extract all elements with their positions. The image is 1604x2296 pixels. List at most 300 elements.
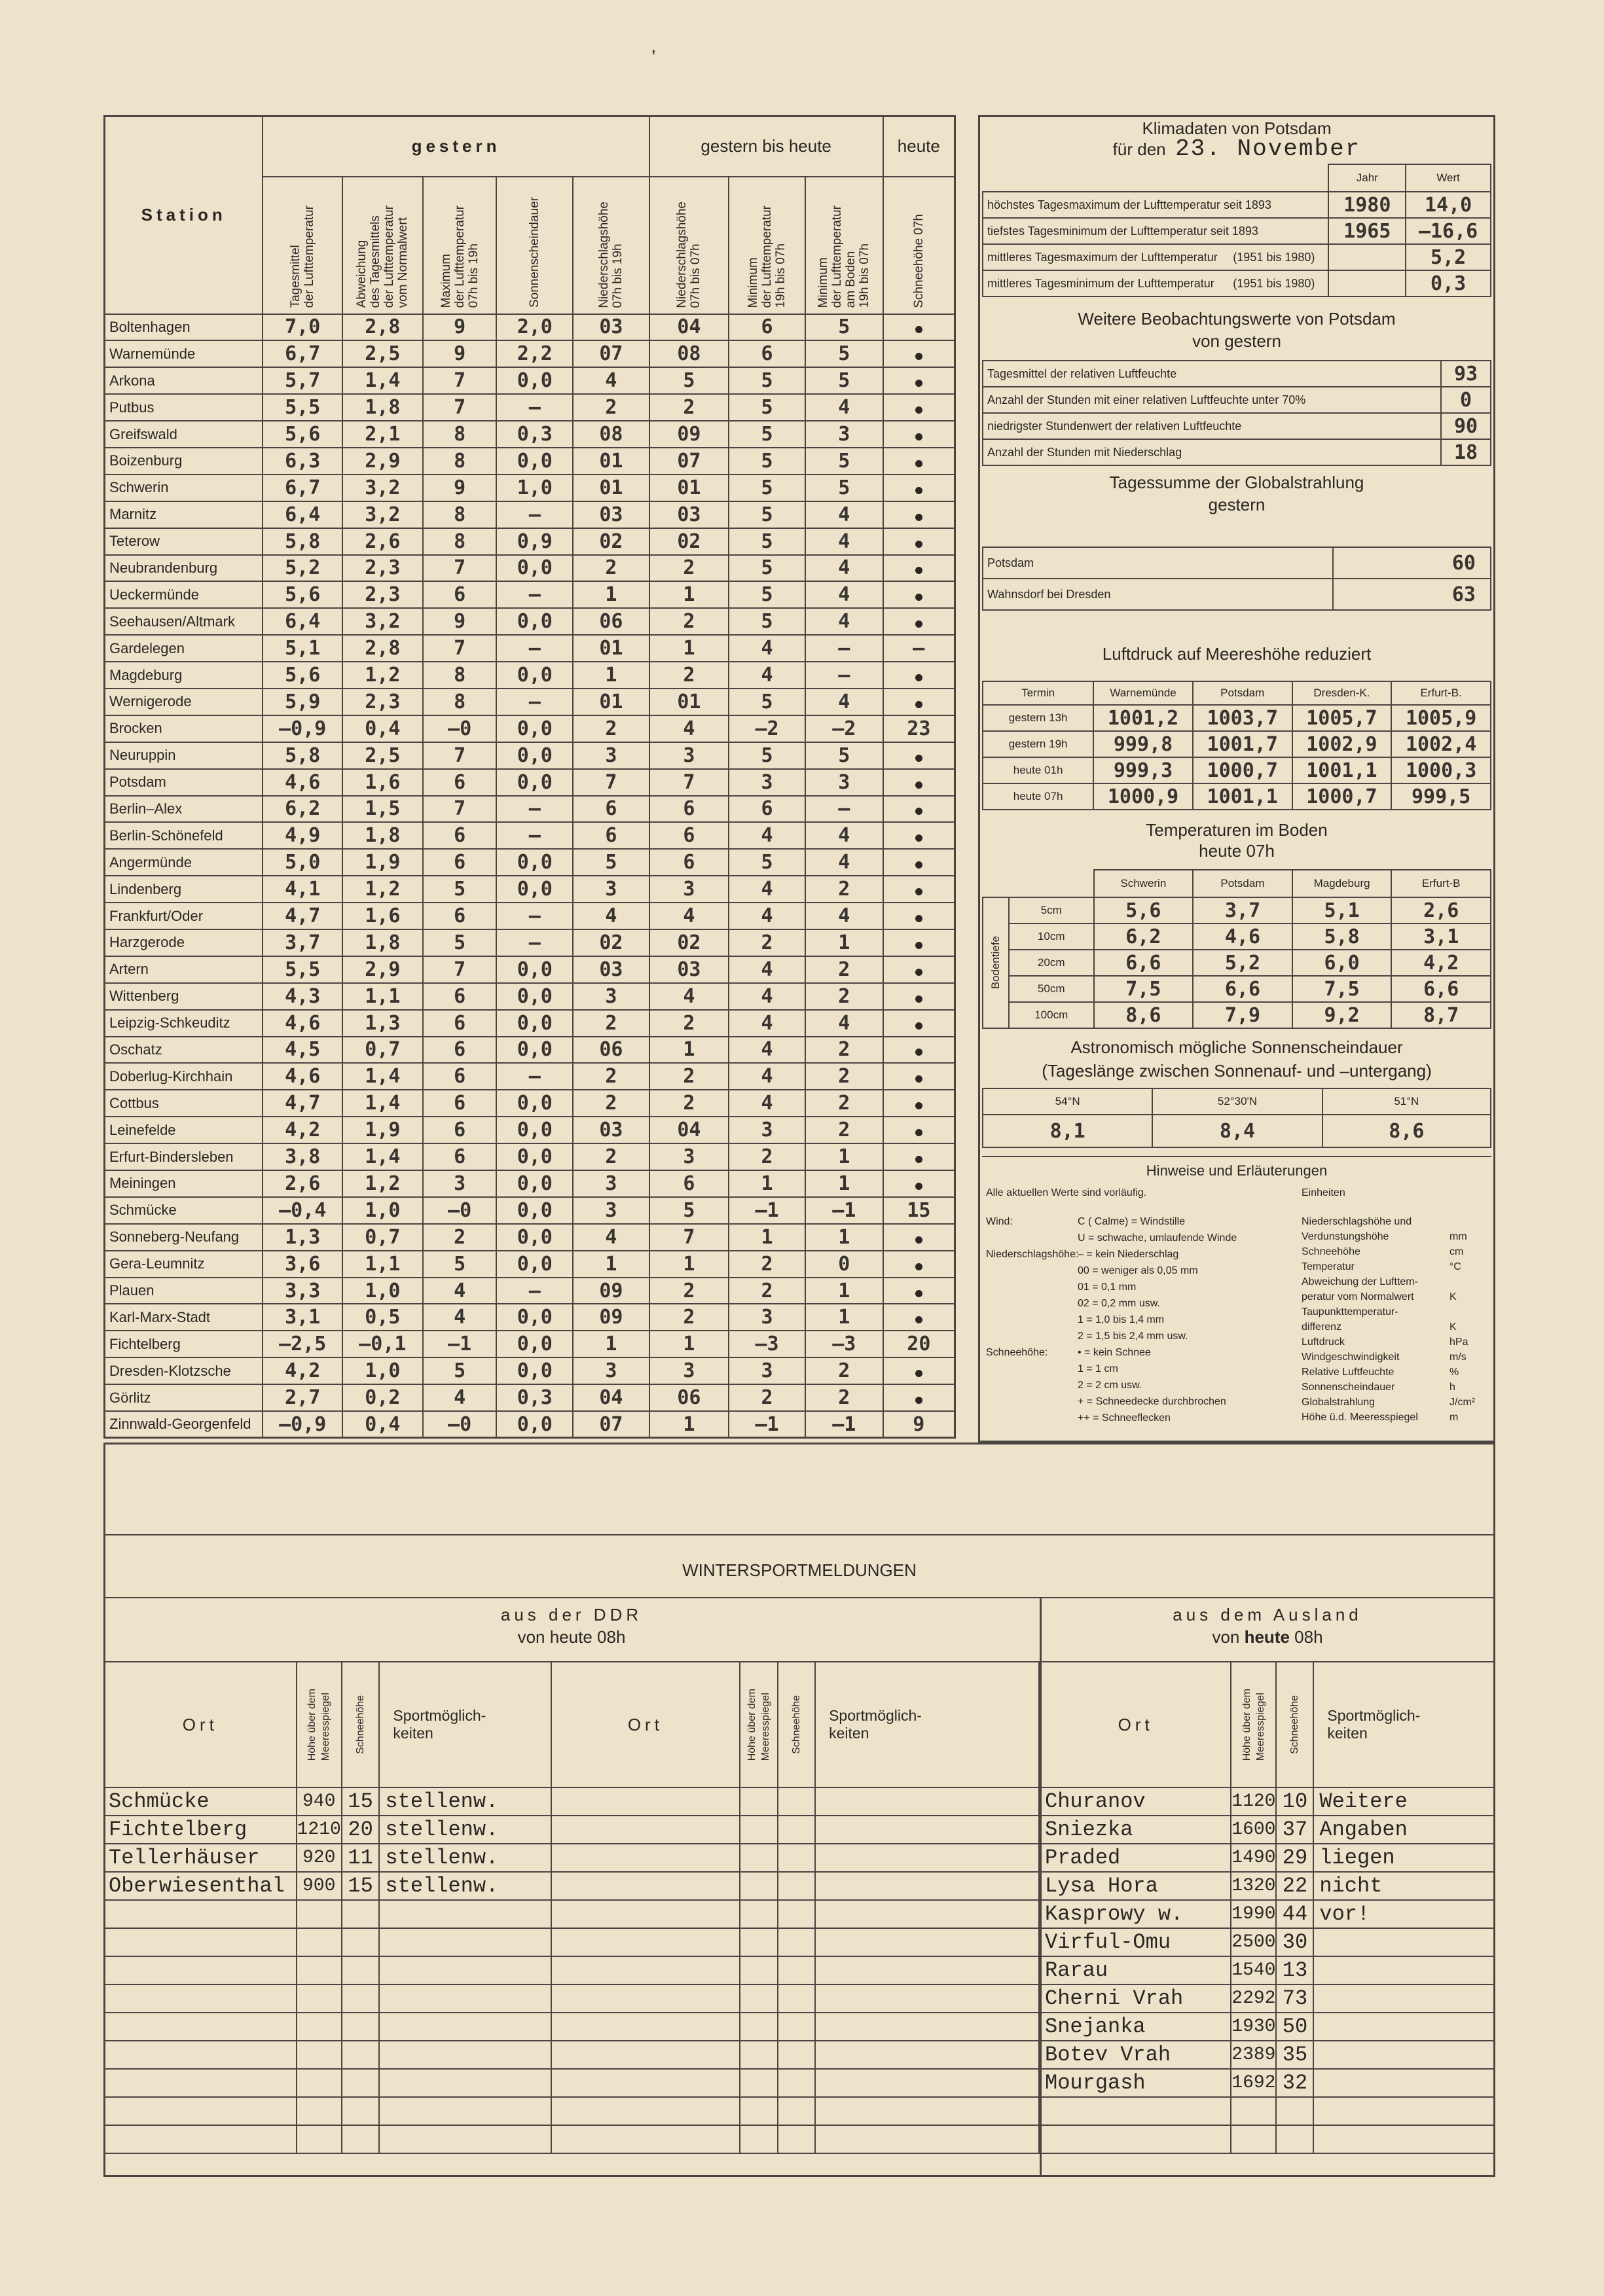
station-value: 2,7 <box>263 1384 342 1411</box>
luftdruck-row <box>983 731 1491 757</box>
astro-value: 8,1 <box>983 1115 1152 1147</box>
station-value: 5 <box>729 689 805 715</box>
station-value: 0,3 <box>496 421 573 448</box>
no-snow-dot <box>915 1049 922 1056</box>
klima-col-jahr: Jahr <box>1328 164 1406 192</box>
station-value: 1 <box>805 929 883 956</box>
sport-cell: stellenw. <box>379 1816 551 1844</box>
station-value: 4 <box>423 1304 497 1331</box>
station-value: 1 <box>649 1251 729 1278</box>
empty-cell <box>342 1956 380 1984</box>
station-value: 4 <box>805 501 883 528</box>
station-value: 0,9 <box>496 528 573 555</box>
boden-title: Temperaturen im Boden <box>1146 820 1328 840</box>
station-value: –0,4 <box>263 1197 342 1224</box>
station-value: 04 <box>649 314 729 341</box>
luftdruck-value: 1000,7 <box>1193 757 1292 783</box>
station-value: 0,0 <box>496 983 573 1010</box>
station-value: 0,0 <box>496 1010 573 1037</box>
station-value: 1,4 <box>342 367 423 394</box>
klima-wert: 0,3 <box>1406 270 1491 296</box>
klima-date: 23. November <box>1175 135 1361 162</box>
station-value: 04 <box>649 1117 729 1143</box>
ddr-row <box>104 2013 1039 2041</box>
hinweis-item: ++ = Schneeflecken <box>1078 1412 1171 1424</box>
station-value <box>883 340 955 367</box>
empty-cell <box>297 1928 342 1956</box>
station-value: 6 <box>729 314 805 341</box>
station-name: Magdeburg <box>105 662 263 689</box>
boden-depth: 100cm <box>1009 1002 1094 1028</box>
luftdruck-row <box>983 705 1491 731</box>
boden-value: 7,5 <box>1094 976 1194 1002</box>
luftdruck-value: 1003,7 <box>1193 705 1292 731</box>
empty-cell <box>778 1787 815 1816</box>
station-row <box>105 1197 955 1224</box>
weitere-label: niedrigster Stundenwert der relativen Luftfeuchte <box>983 413 1441 439</box>
station-value: 2,3 <box>342 555 423 582</box>
astro-lat: 51°N <box>1322 1088 1491 1115</box>
astro-table <box>982 1088 1491 1148</box>
hoehe-header: Höhe über dem Meeresspiegel <box>1231 1662 1276 1787</box>
boden-row <box>983 1002 1491 1028</box>
station-value: 5 <box>649 1197 729 1224</box>
station-name: Arkona <box>105 367 263 394</box>
station-value: 1,3 <box>342 1010 423 1037</box>
ddr-row <box>104 1984 1039 2013</box>
station-value: 2 <box>649 662 729 689</box>
empty-cell <box>551 1816 740 1844</box>
station-value <box>883 581 955 608</box>
station-value: 01 <box>573 475 649 501</box>
station-name: Doberlug-Kirchhain <box>105 1063 263 1090</box>
station-value: 0 <box>805 1251 883 1278</box>
station-value: 01 <box>573 689 649 715</box>
station-value: 3,7 <box>263 929 342 956</box>
station-value: 3 <box>573 876 649 903</box>
station-name: Gardelegen <box>105 635 263 662</box>
luftdruck-value: 1001,1 <box>1292 757 1392 783</box>
station-value: 6 <box>573 822 649 849</box>
empty-cell <box>740 1844 778 1872</box>
station-value: 6 <box>649 1170 729 1197</box>
station-value: 7 <box>423 635 497 662</box>
station-value: 5 <box>729 528 805 555</box>
station-name: Leipzig-Schkeuditz <box>105 1010 263 1037</box>
sport-cell: liegen <box>1313 1844 1495 1872</box>
sport-header: Sportmöglich- keiten <box>815 1662 1039 1787</box>
global-row <box>983 547 1491 579</box>
empty-cell <box>379 2041 551 2069</box>
empty-cell <box>740 1900 778 1928</box>
ausland-row <box>1040 1928 1495 1956</box>
ort-cell: Praded <box>1040 1844 1231 1872</box>
boden-value: 8,7 <box>1391 1002 1491 1028</box>
global-row <box>983 579 1491 610</box>
no-snow-dot <box>915 1022 922 1030</box>
station-value: – <box>805 635 883 662</box>
station-value: 9 <box>423 314 497 341</box>
sport-cell: nicht <box>1313 1872 1495 1900</box>
station-value: 6 <box>423 903 497 929</box>
station-value: 20 <box>883 1331 955 1357</box>
empty-cell <box>1276 2097 1313 2125</box>
station-value: 08 <box>649 340 729 367</box>
station-name: Neuruppin <box>105 742 263 769</box>
station-value: 2 <box>649 555 729 582</box>
station-value: 1 <box>649 1037 729 1064</box>
station-value: 5 <box>729 581 805 608</box>
ausland-row <box>1040 1787 1495 1816</box>
station-value: – <box>496 1278 573 1304</box>
station-value: 01 <box>649 689 729 715</box>
hinweis-item: Schneehöhe: • = kein Schnee <box>986 1347 1151 1358</box>
global-label: Wahnsdorf bei Dresden <box>983 579 1333 610</box>
station-value: 5,2 <box>263 555 342 582</box>
station-value: 9 <box>423 475 497 501</box>
no-snow-dot <box>915 380 922 387</box>
station-value <box>883 1304 955 1331</box>
luftdruck-row <box>983 757 1491 783</box>
luftdruck-value: 999,8 <box>1093 731 1193 757</box>
station-value: 1,6 <box>342 769 423 796</box>
station-value: 2,3 <box>342 689 423 715</box>
hoehe-cell: 1600 <box>1231 1816 1276 1844</box>
station-value <box>883 448 955 475</box>
empty-cell <box>297 2013 342 2041</box>
station-value: 5 <box>729 448 805 475</box>
station-value: 0,0 <box>496 1357 573 1384</box>
station-value: 09 <box>573 1278 649 1304</box>
luftdruck-value: 999,5 <box>1391 783 1491 810</box>
astro-value: 8,6 <box>1322 1115 1491 1147</box>
station-value: 2,9 <box>342 956 423 983</box>
station-value: 4,7 <box>263 1090 342 1117</box>
station-value: 4 <box>805 849 883 876</box>
station-name: Frankfurt/Oder <box>105 903 263 929</box>
station-name: Harzgerode <box>105 929 263 956</box>
station-name: Cottbus <box>105 1090 263 1117</box>
empty-cell <box>379 1984 551 2013</box>
ddr-row <box>104 1956 1039 1984</box>
klima-jahr <box>1328 244 1406 270</box>
station-value: 03 <box>649 956 729 983</box>
station-value: 4 <box>729 822 805 849</box>
station-value: 2 <box>649 394 729 421</box>
station-row <box>105 1357 955 1384</box>
station-row <box>105 876 955 903</box>
station-value: –0,1 <box>342 1331 423 1357</box>
boden-value: 7,5 <box>1292 976 1392 1002</box>
empty-cell <box>379 2125 551 2153</box>
ddr-subtitle: von heute 08h <box>517 1627 626 1647</box>
station-name: Karl-Marx-Stadt <box>105 1304 263 1331</box>
hoehe-cell: 1320 <box>1231 1872 1276 1900</box>
station-value: 5 <box>423 1357 497 1384</box>
hinweis-item: 2 = 2 cm usw. <box>1078 1380 1142 1391</box>
schnee-cell: 37 <box>1276 1816 1313 1844</box>
boden-depth: 20cm <box>1009 950 1094 976</box>
station-value: – <box>496 581 573 608</box>
station-value <box>883 1063 955 1090</box>
station-value: 2 <box>573 1143 649 1170</box>
station-value: 1,0 <box>342 1278 423 1304</box>
station-value: 3 <box>573 1170 649 1197</box>
station-value: 4 <box>729 903 805 929</box>
station-row <box>105 501 955 528</box>
boden-header: Schwerin <box>1094 870 1194 897</box>
weitere-wert: 93 <box>1441 361 1491 387</box>
empty-cell <box>815 1787 1039 1816</box>
empty-cell <box>778 2041 815 2069</box>
luftdruck-table <box>982 681 1491 810</box>
hoehe-cell: 940 <box>297 1787 342 1816</box>
station-row <box>105 367 955 394</box>
boden-value: 6,6 <box>1094 950 1194 976</box>
station-value: 4 <box>729 983 805 1010</box>
boden-value: 5,8 <box>1292 924 1392 950</box>
empty-cell <box>778 1900 815 1928</box>
station-value: –0 <box>423 715 497 742</box>
sport-cell <box>1313 2069 1495 2097</box>
station-value: 02 <box>649 929 729 956</box>
hoehe-header: Höhe über dem Meeresspiegel <box>740 1662 778 1787</box>
empty-cell <box>379 1956 551 1984</box>
station-value: 5 <box>805 314 883 341</box>
einheit-item: differenz K <box>1302 1321 1457 1333</box>
klima-jahr: 1980 <box>1328 192 1406 218</box>
hoehe-cell: 1692 <box>1231 2069 1276 2097</box>
einheit-item: Windgeschwindigkeit m/s <box>1302 1352 1467 1363</box>
station-value: 1 <box>573 581 649 608</box>
station-value: – <box>496 796 573 823</box>
station-value: –0,9 <box>263 1411 342 1438</box>
station-value: 4,2 <box>263 1117 342 1143</box>
station-value: 4 <box>649 983 729 1010</box>
station-value: 4 <box>573 1224 649 1251</box>
station-value: 4 <box>423 1384 497 1411</box>
station-value: 2 <box>805 1090 883 1117</box>
station-value: – <box>496 903 573 929</box>
station-value: 7 <box>573 769 649 796</box>
empty-cell <box>297 2041 342 2069</box>
station-name: Greifswald <box>105 421 263 448</box>
station-value: 1,4 <box>342 1090 423 1117</box>
empty-cell <box>778 2069 815 2097</box>
station-value: 2 <box>423 1224 497 1251</box>
station-name: Warnemünde <box>105 340 263 367</box>
station-name: Teterow <box>105 528 263 555</box>
no-snow-dot <box>915 1263 922 1270</box>
station-value: 0,0 <box>496 448 573 475</box>
boden-row <box>983 924 1491 950</box>
sport-cell <box>1313 1928 1495 1956</box>
station-value: 1 <box>805 1304 883 1331</box>
station-value: 2 <box>649 1010 729 1037</box>
ort-cell: Rarau <box>1040 1956 1231 1984</box>
station-value: 1 <box>649 1331 729 1357</box>
station-value <box>883 1224 955 1251</box>
station-value: 6,4 <box>263 501 342 528</box>
station-value <box>883 1384 955 1411</box>
empty-cell <box>815 2125 1039 2153</box>
station-value: 6 <box>423 1117 497 1143</box>
boden-value: 7,9 <box>1193 1002 1292 1028</box>
station-value <box>883 314 955 341</box>
ddr-row <box>104 1900 1039 1928</box>
no-snow-dot <box>915 808 922 815</box>
station-value: 0,7 <box>342 1224 423 1251</box>
top-mark: ʼ <box>651 47 656 69</box>
station-value <box>883 1090 955 1117</box>
global-wert: 63 <box>1333 579 1491 610</box>
hinweis-item: Niederschlagshöhe: – = kein Niederschlag <box>986 1249 1179 1260</box>
station-value: 4,7 <box>263 903 342 929</box>
station-value: 3,3 <box>263 1278 342 1304</box>
astro-lat: 54°N <box>983 1088 1152 1115</box>
empty-cell <box>104 1928 297 1956</box>
station-value: 5 <box>729 501 805 528</box>
station-name: Boizenburg <box>105 448 263 475</box>
station-value: –0 <box>423 1197 497 1224</box>
station-value <box>883 1251 955 1278</box>
empty-cell <box>815 2013 1039 2041</box>
station-value <box>883 1037 955 1064</box>
station-value: 06 <box>573 608 649 635</box>
ort-header: Ort <box>1040 1662 1231 1787</box>
station-value <box>883 394 955 421</box>
station-value: 7 <box>649 1224 729 1251</box>
empty-cell <box>104 1900 297 1928</box>
station-value: 2 <box>649 1278 729 1304</box>
station-value: 2 <box>573 1063 649 1090</box>
station-value: 4,6 <box>263 769 342 796</box>
station-value: 07 <box>573 1411 649 1438</box>
station-name: Wittenberg <box>105 983 263 1010</box>
station-value: –1 <box>729 1411 805 1438</box>
station-value: 2 <box>805 956 883 983</box>
sport-cell <box>1313 2041 1495 2069</box>
station-value: 3,8 <box>263 1143 342 1170</box>
station-value: 0,0 <box>496 1411 573 1438</box>
station-value: – <box>496 394 573 421</box>
schnee-cell: 44 <box>1276 1900 1313 1928</box>
station-value: 4,6 <box>263 1063 342 1090</box>
klima-col-wert: Wert <box>1406 164 1491 192</box>
station-value: –2 <box>729 715 805 742</box>
schnee-header: Schneehöhe <box>1276 1662 1313 1787</box>
ort-cell: Oberwiesenthal <box>104 1872 297 1900</box>
station-value: 1 <box>649 1411 729 1438</box>
empty-cell <box>342 2041 380 2069</box>
station-value: 8 <box>423 448 497 475</box>
station-value: 4,1 <box>263 876 342 903</box>
ort-cell: Cherni Vrah <box>1040 1984 1231 2013</box>
station-value: 0,0 <box>496 1197 573 1224</box>
empty-cell <box>778 1928 815 1956</box>
station-row <box>105 1331 955 1357</box>
column-header: Sonnenscheindauer <box>496 177 573 314</box>
station-value: 03 <box>573 956 649 983</box>
no-snow-dot <box>915 888 922 895</box>
no-snow-dot <box>915 701 922 708</box>
station-value: 0,0 <box>496 1117 573 1143</box>
sport-cell: stellenw. <box>379 1844 551 1872</box>
empty-cell <box>1040 2097 1231 2125</box>
station-value: 03 <box>573 1117 649 1143</box>
klima-jahr <box>1328 270 1406 296</box>
station-value: 2,5 <box>342 742 423 769</box>
station-name: Meiningen <box>105 1170 263 1197</box>
station-value: 6 <box>729 796 805 823</box>
station-value: 23 <box>883 715 955 742</box>
no-snow-dot <box>915 1129 922 1136</box>
station-value: 6 <box>423 1090 497 1117</box>
station-value: 2 <box>573 555 649 582</box>
station-value: 5,6 <box>263 662 342 689</box>
empty-cell <box>104 1984 297 2013</box>
station-value: 1,5 <box>342 796 423 823</box>
empty-cell <box>1313 2097 1495 2125</box>
station-name: Lindenberg <box>105 876 263 903</box>
station-value: 0,0 <box>496 1143 573 1170</box>
station-name: Berlin–Alex <box>105 796 263 823</box>
hinweis-item: 1 = 1,0 bis 1,4 mm <box>1078 1314 1165 1325</box>
schnee-cell: 13 <box>1276 1956 1313 1984</box>
hoehe-cell: 2292 <box>1231 1984 1276 2013</box>
einheit-item: Abweichung der Lufttem- <box>1302 1276 1418 1287</box>
station-value: 5 <box>805 367 883 394</box>
ort-cell: Schmücke <box>104 1787 297 1816</box>
hinweis-item: U = schwache, umlaufende Winde <box>1078 1232 1237 1244</box>
empty-cell <box>815 1984 1039 2013</box>
station-value: – <box>496 929 573 956</box>
hinweis-item: + = Schneedecke durchbrochen <box>1078 1396 1226 1407</box>
empty-cell <box>379 2013 551 2041</box>
ort-cell: Fichtelberg <box>104 1816 297 1844</box>
empty-cell <box>1040 2125 1231 2153</box>
hinweise-einheiten: Einheiten <box>1302 1187 1345 1198</box>
station-value: 4 <box>805 608 883 635</box>
column-header: Niederschlagshöhe 07h bis 19h <box>573 177 649 314</box>
station-value: 1,4 <box>342 1143 423 1170</box>
station-name: Brocken <box>105 715 263 742</box>
no-snow-dot <box>915 1316 922 1323</box>
empty-cell <box>740 2041 778 2069</box>
hinweise-intro: Alle aktuellen Werte sind vorläufig. <box>986 1187 1147 1198</box>
empty-cell <box>379 1928 551 1956</box>
station-value: –1 <box>805 1411 883 1438</box>
station-value: 4 <box>729 1090 805 1117</box>
station-value <box>883 555 955 582</box>
station-value: 5 <box>729 742 805 769</box>
station-value: 2,6 <box>342 528 423 555</box>
ort-cell: Tellerhäuser <box>104 1844 297 1872</box>
station-value <box>883 983 955 1010</box>
hinweis-item: 00 = weniger als 0,05 mm <box>1078 1265 1198 1276</box>
hoehe-cell: 900 <box>297 1872 342 1900</box>
station-value: – <box>496 822 573 849</box>
station-value: 0,0 <box>496 1251 573 1278</box>
station-value: 1,2 <box>342 876 423 903</box>
empty-cell <box>104 2013 297 2041</box>
weitere-row <box>983 413 1491 439</box>
klima-label: mittleres Tagesminimum der Lufttemperatur (1951 bis 1980) <box>983 270 1328 296</box>
ort-cell: Lysa Hora <box>1040 1872 1231 1900</box>
station-value: 2,8 <box>342 635 423 662</box>
station-value: –1 <box>729 1197 805 1224</box>
ddr-row <box>104 2125 1039 2153</box>
